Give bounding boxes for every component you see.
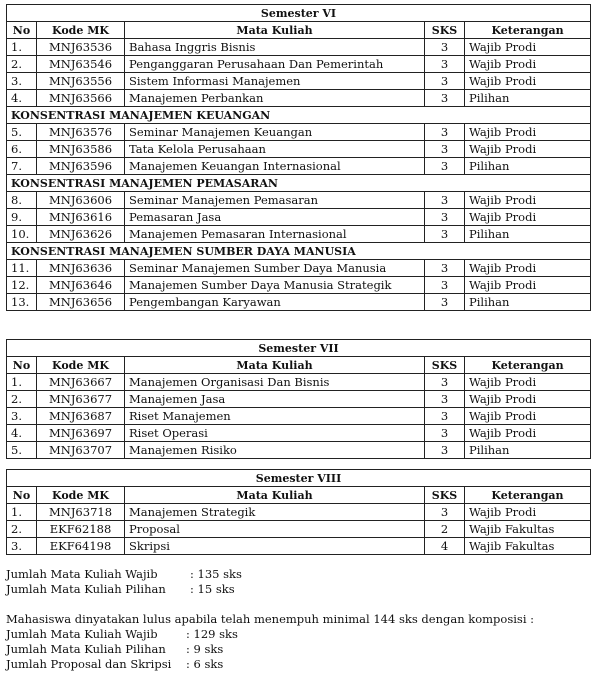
course-code: MNJ63697 [37,425,125,442]
summary-value: : 135 sks [190,567,242,581]
course-sks: 3 [425,124,465,141]
course-name: Manajemen Strategik [125,504,425,521]
course-sks: 3 [425,260,465,277]
course-sks: 3 [425,442,465,459]
row-number: 6. [7,141,37,158]
header-row [7,22,591,39]
course-code: MNJ63626 [37,226,125,243]
course-code: EKF62188 [37,521,125,538]
course-code: MNJ63586 [37,141,125,158]
semester-8-table [6,469,591,555]
col-sks: SKS [425,22,465,39]
course-note: Pilihan [465,226,591,243]
course-name: Riset Manajemen [125,408,425,425]
table-row [7,294,591,311]
course-note: Wajib Prodi [465,209,591,226]
col-no: No [7,22,37,39]
course-note: Wajib Prodi [465,73,591,90]
summary-row [6,642,534,657]
course-note: Wajib Prodi [465,391,591,408]
course-note: Pilihan [465,442,591,459]
credit-summary [6,567,242,597]
course-sks: 3 [425,374,465,391]
course-code: MNJ63576 [37,124,125,141]
course-sks: 3 [425,277,465,294]
course-code: MNJ63636 [37,260,125,277]
summary-value: : 6 sks [186,657,224,671]
course-name: Manajemen Pemasaran Internasional [125,226,425,243]
course-sks: 3 [425,90,465,107]
course-note: Wajib Prodi [465,425,591,442]
course-name: Skripsi [125,538,425,555]
semester-6-table [6,4,591,311]
course-sks: 3 [425,391,465,408]
course-note: Wajib Prodi [465,192,591,209]
course-code: MNJ63536 [37,39,125,56]
course-sks: 4 [425,538,465,555]
col-sks: SKS [425,357,465,374]
row-number: 12. [7,277,37,294]
course-name: Tata Kelola Perusahaan [125,141,425,158]
graduation-requirement [6,612,534,672]
course-name: Manajemen Jasa [125,391,425,408]
course-sks: 3 [425,425,465,442]
course-sks: 3 [425,39,465,56]
row-number: 10. [7,226,37,243]
summary-label: Jumlah Proposal dan Skripsi [6,657,172,671]
course-sks: 3 [425,226,465,243]
course-name: Seminar Manajemen Keuangan [125,124,425,141]
row-number: 1. [7,39,37,56]
course-name: Penganggaran Perusahaan Dan Pemerintah [125,56,425,73]
summary-label: Jumlah Mata Kuliah Pilihan [6,642,166,656]
course-name: Manajemen Perbankan [125,90,425,107]
summary-row [6,657,534,672]
course-note: Wajib Prodi [465,504,591,521]
course-note: Wajib Prodi [465,124,591,141]
summary-label: Jumlah Mata Kuliah Wajib [6,567,158,581]
course-name: Manajemen Sumber Daya Manusia Strategik [125,277,425,294]
table-row [7,73,591,90]
col-kode: Kode MK [37,22,125,39]
summary-label: Jumlah Mata Kuliah Wajib [6,627,158,641]
row-number: 5. [7,442,37,459]
concentration-title: KONSENTRASI MANAJEMEN SUMBER DAYA MANUSIA [7,243,591,260]
semester-title: Semester VIII [7,470,591,487]
course-name: Pemasaran Jasa [125,209,425,226]
course-code: EKF64198 [37,538,125,555]
semester-title: Semester VII [7,340,591,357]
col-ket: Keterangan [465,22,591,39]
row-number: 2. [7,521,37,538]
course-sks: 3 [425,158,465,175]
semester-7-table [6,339,591,459]
col-mk: Mata Kuliah [125,357,425,374]
col-ket: Keterangan [465,487,591,504]
course-code: MNJ63656 [37,294,125,311]
col-no: No [7,487,37,504]
course-sks: 3 [425,294,465,311]
row-number: 4. [7,90,37,107]
table-row [7,90,591,107]
course-name: Riset Operasi [125,425,425,442]
row-number: 8. [7,192,37,209]
concentration-title: KONSENTRASI MANAJEMEN KEUANGAN [7,107,591,124]
course-sks: 3 [425,56,465,73]
col-mk: Mata Kuliah [125,487,425,504]
course-code: MNJ63556 [37,73,125,90]
table-row [7,209,591,226]
course-name: Manajemen Keuangan Internasional [125,158,425,175]
semester-7-body [7,374,591,459]
concentration-row [7,107,591,124]
course-note: Wajib Prodi [465,260,591,277]
table-row [7,391,591,408]
table-row [7,425,591,442]
course-note: Wajib Fakultas [465,521,591,538]
row-number: 1. [7,374,37,391]
table-row [7,158,591,175]
row-number: 2. [7,56,37,73]
course-note: Wajib Prodi [465,39,591,56]
semester-8-body [7,504,591,555]
row-number: 3. [7,73,37,90]
course-name: Sistem Informasi Manajemen [125,73,425,90]
row-number: 3. [7,408,37,425]
summary-row [6,627,534,642]
course-note: Wajib Fakultas [465,538,591,555]
course-name: Manajemen Risiko [125,442,425,459]
course-name: Bahasa Inggris Bisnis [125,39,425,56]
row-number: 1. [7,504,37,521]
course-note: Wajib Prodi [465,277,591,294]
course-code: MNJ63566 [37,90,125,107]
course-sks: 3 [425,141,465,158]
course-code: MNJ63718 [37,504,125,521]
summary-value: : 15 sks [190,582,235,596]
table-row [7,538,591,555]
table-row [7,408,591,425]
table-row [7,56,591,73]
col-ket: Keterangan [465,357,591,374]
course-name: Proposal [125,521,425,538]
graduation-statement: Mahasiswa dinyatakan lulus apabila telah menempuh minimal 144 sks dengan komposisi : [6,612,535,626]
semester-6-body [7,39,591,311]
course-sks: 3 [425,209,465,226]
table-row [7,374,591,391]
col-kode: Kode MK [37,357,125,374]
col-mk: Mata Kuliah [125,22,425,39]
course-sks: 3 [425,504,465,521]
course-note: Wajib Prodi [465,374,591,391]
course-note: Pilihan [465,90,591,107]
semester-title: Semester VI [7,5,591,22]
course-note: Wajib Prodi [465,408,591,425]
header-row [7,357,591,374]
summary-value: : 129 sks [186,627,238,641]
table-row [7,521,591,538]
course-code: MNJ63606 [37,192,125,209]
table-row [7,277,591,294]
row-number: 4. [7,425,37,442]
row-number: 11. [7,260,37,277]
course-sks: 3 [425,73,465,90]
row-number: 13. [7,294,37,311]
header-row [7,487,591,504]
course-sks: 3 [425,408,465,425]
col-sks: SKS [425,487,465,504]
course-code: MNJ63546 [37,56,125,73]
course-note: Pilihan [465,294,591,311]
summary-value: : 9 sks [186,642,224,656]
summary-row [6,567,242,582]
concentration-title: KONSENTRASI MANAJEMEN PEMASARAN [7,175,591,192]
course-code: MNJ63616 [37,209,125,226]
course-name: Manajemen Organisasi Dan Bisnis [125,374,425,391]
row-number: 3. [7,538,37,555]
table-row [7,226,591,243]
table-row [7,124,591,141]
course-code: MNJ63687 [37,408,125,425]
summary-row [6,582,242,597]
course-name: Seminar Manajemen Sumber Daya Manusia [125,260,425,277]
table-row [7,39,591,56]
course-sks: 2 [425,521,465,538]
col-kode: Kode MK [37,487,125,504]
course-code: MNJ63596 [37,158,125,175]
concentration-row [7,175,591,192]
course-code: MNJ63667 [37,374,125,391]
col-no: No [7,357,37,374]
table-row [7,442,591,459]
course-code: MNJ63677 [37,391,125,408]
row-number: 5. [7,124,37,141]
table-row [7,192,591,209]
course-sks: 3 [425,192,465,209]
summary-label: Jumlah Mata Kuliah Pilihan [6,582,166,596]
table-row [7,260,591,277]
row-number: 7. [7,158,37,175]
course-name: Seminar Manajemen Pemasaran [125,192,425,209]
course-note: Pilihan [465,158,591,175]
course-note: Wajib Prodi [465,56,591,73]
course-code: MNJ63707 [37,442,125,459]
row-number: 2. [7,391,37,408]
course-code: MNJ63646 [37,277,125,294]
course-name: Pengembangan Karyawan [125,294,425,311]
row-number: 9. [7,209,37,226]
table-row [7,504,591,521]
course-note: Wajib Prodi [465,141,591,158]
concentration-row [7,243,591,260]
table-row [7,141,591,158]
